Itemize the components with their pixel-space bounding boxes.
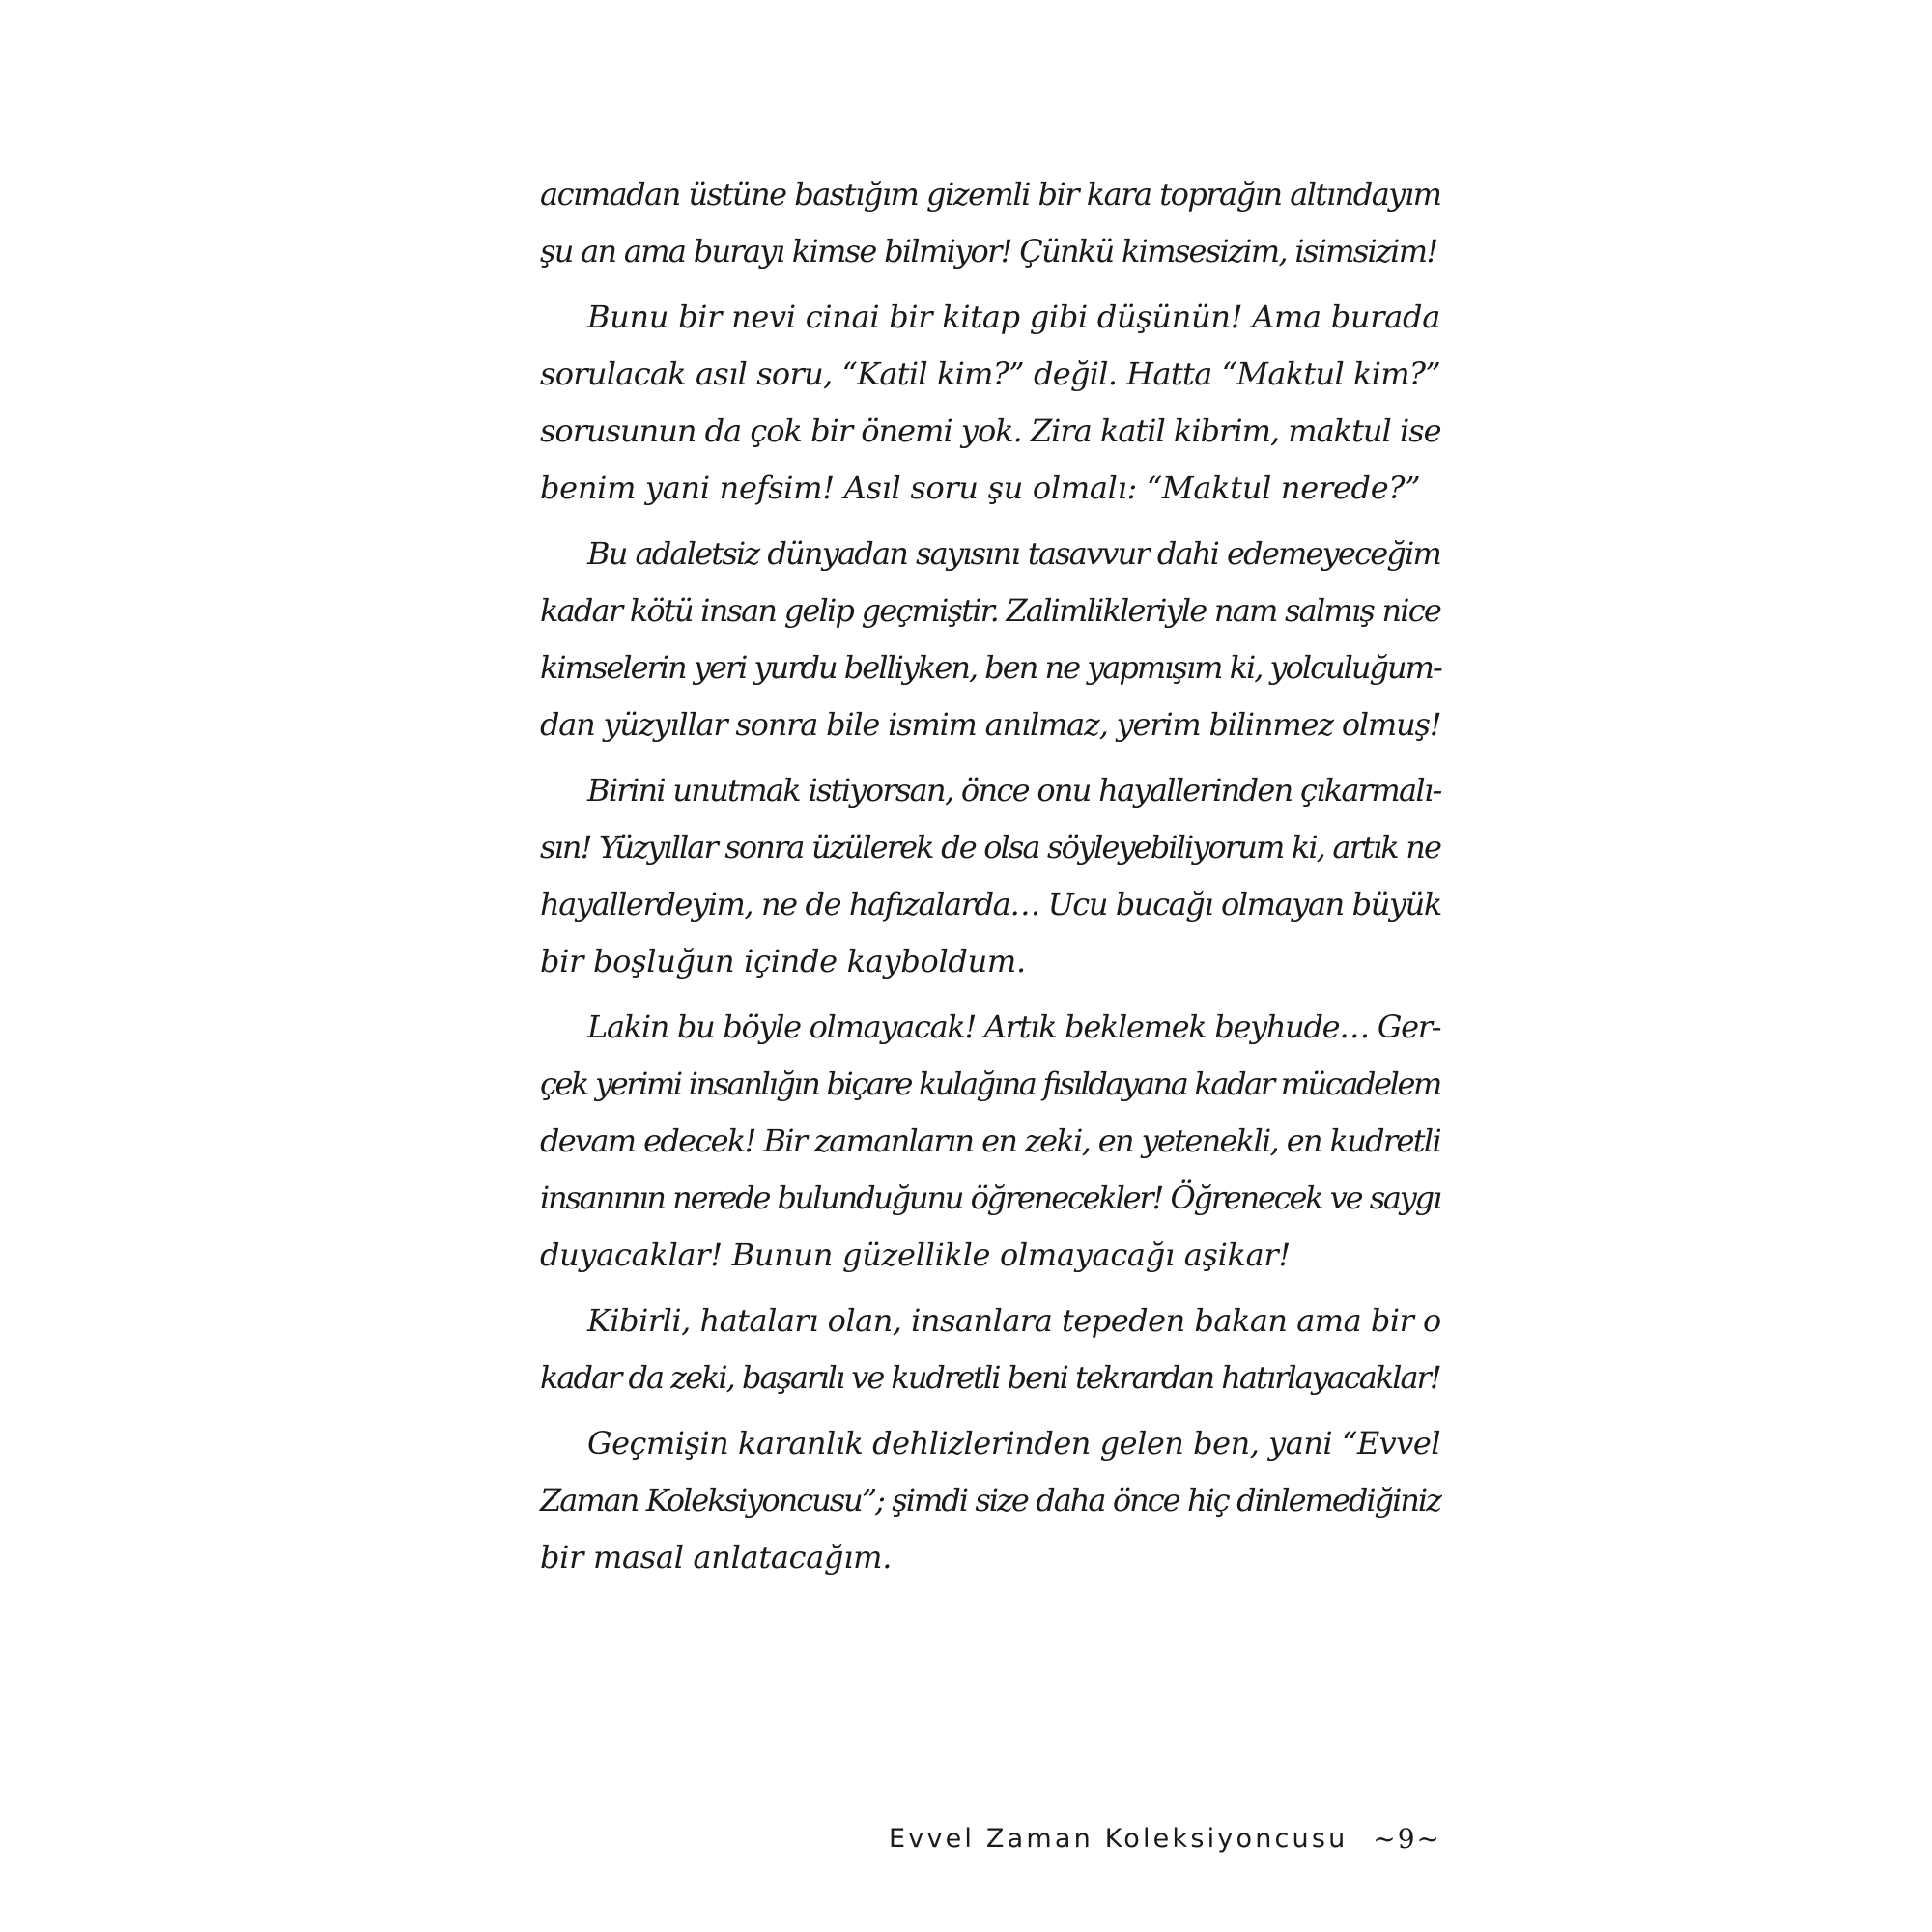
text-line: Bunu bir nevi cinai bir kitap gibi düşünün! Ama burada xyxy=(587,298,1440,335)
text-line: duyacaklar! Bunun güzellikle olmayacağı aşikar! xyxy=(540,1236,1291,1273)
text-line: Zaman Koleksiyoncusu”; şimdi size daha önce hiç dinlemediğiniz xyxy=(540,1482,1440,1519)
text-line: hayallerdeyim, ne de hafızalarda… Ucu bucağı olmayan büyük xyxy=(540,886,1441,923)
text-line: Bu adaletsiz dünyadan sayısını tasavvur dahi edemeyeceğim xyxy=(587,535,1440,572)
page-footer xyxy=(889,1819,1441,1858)
paragraph xyxy=(540,289,1440,517)
text-line: sın! Yüzyıllar sonra üzülerek de olsa söyleyebiliyorum ki, artık ne xyxy=(540,829,1440,866)
text-line: sorulacak asıl soru, “Katil kim?” değil. Hatta “Maktul kim?” xyxy=(540,355,1440,392)
text-line: devam edecek! Bir zamanların en zeki, en yetenekli, en kudretli xyxy=(540,1122,1440,1159)
paragraph xyxy=(540,526,1440,753)
text-line: dan yüzyıllar sonra bile ismim anılmaz, yerim bilinmez olmuş! xyxy=(540,706,1441,743)
text-line: kadar kötü insan gelip geçmiştir. Zalimlikleriyle nam salmış nice xyxy=(540,592,1440,629)
text-line: Birini unutmak istiyorsan, önce onu hayallerinden çıkarmalı- xyxy=(587,772,1441,809)
text-line: Geçmişin karanlık dehlizlerinden gelen ben, yani “Evvel xyxy=(587,1425,1440,1462)
page-number: ~9~ xyxy=(1373,1822,1441,1855)
text-line: benim yani nefsim! Asıl soru şu olmalı: “Maktul nerede?” xyxy=(540,469,1421,506)
text-line: bir masal anlatacağım. xyxy=(540,1539,893,1576)
text-line: insanının nerede bulunduğunu öğrenecekler! Öğrenecek ve saygı xyxy=(540,1179,1440,1216)
text-line: bir boşluğun içinde kayboldum. xyxy=(540,943,1026,980)
paragraph xyxy=(540,1293,1440,1406)
paragraph xyxy=(540,762,1440,990)
text-line: Lakin bu böyle olmayacak! Artık beklemek beyhude… Ger- xyxy=(587,1009,1441,1045)
text-line: kadar da zeki, başarılı ve kudretli beni tekrardan hatırlayacaklar! xyxy=(540,1359,1440,1396)
text-line: kimselerin yeri yurdu belliyken, ben ne yapmışım ki, yolculuğum- xyxy=(540,649,1441,686)
text-line: çek yerimi insanlığın biçare kulağına fısıldayana kadar mücadelem xyxy=(540,1065,1440,1102)
text-line: sorusunun da çok bir önemi yok. Zira katil kibrim, maktul ise xyxy=(540,412,1441,449)
paragraph xyxy=(540,999,1440,1284)
paragraph xyxy=(540,1415,1440,1586)
running-title: Evvel Zaman Koleksiyoncusu xyxy=(889,1823,1349,1854)
paragraph xyxy=(540,166,1440,280)
body-text xyxy=(540,166,1440,1595)
text-line: acımadan üstüne bastığım gizemli bir kara toprağın altındayım xyxy=(540,176,1441,213)
text-line: Kibirli, hataları olan, insanlara tepeden bakan ama bir o xyxy=(587,1302,1441,1339)
text-line: şu an ama burayı kimse bilmiyor! Çünkü kimsesizim, isimsizim! xyxy=(540,233,1437,270)
